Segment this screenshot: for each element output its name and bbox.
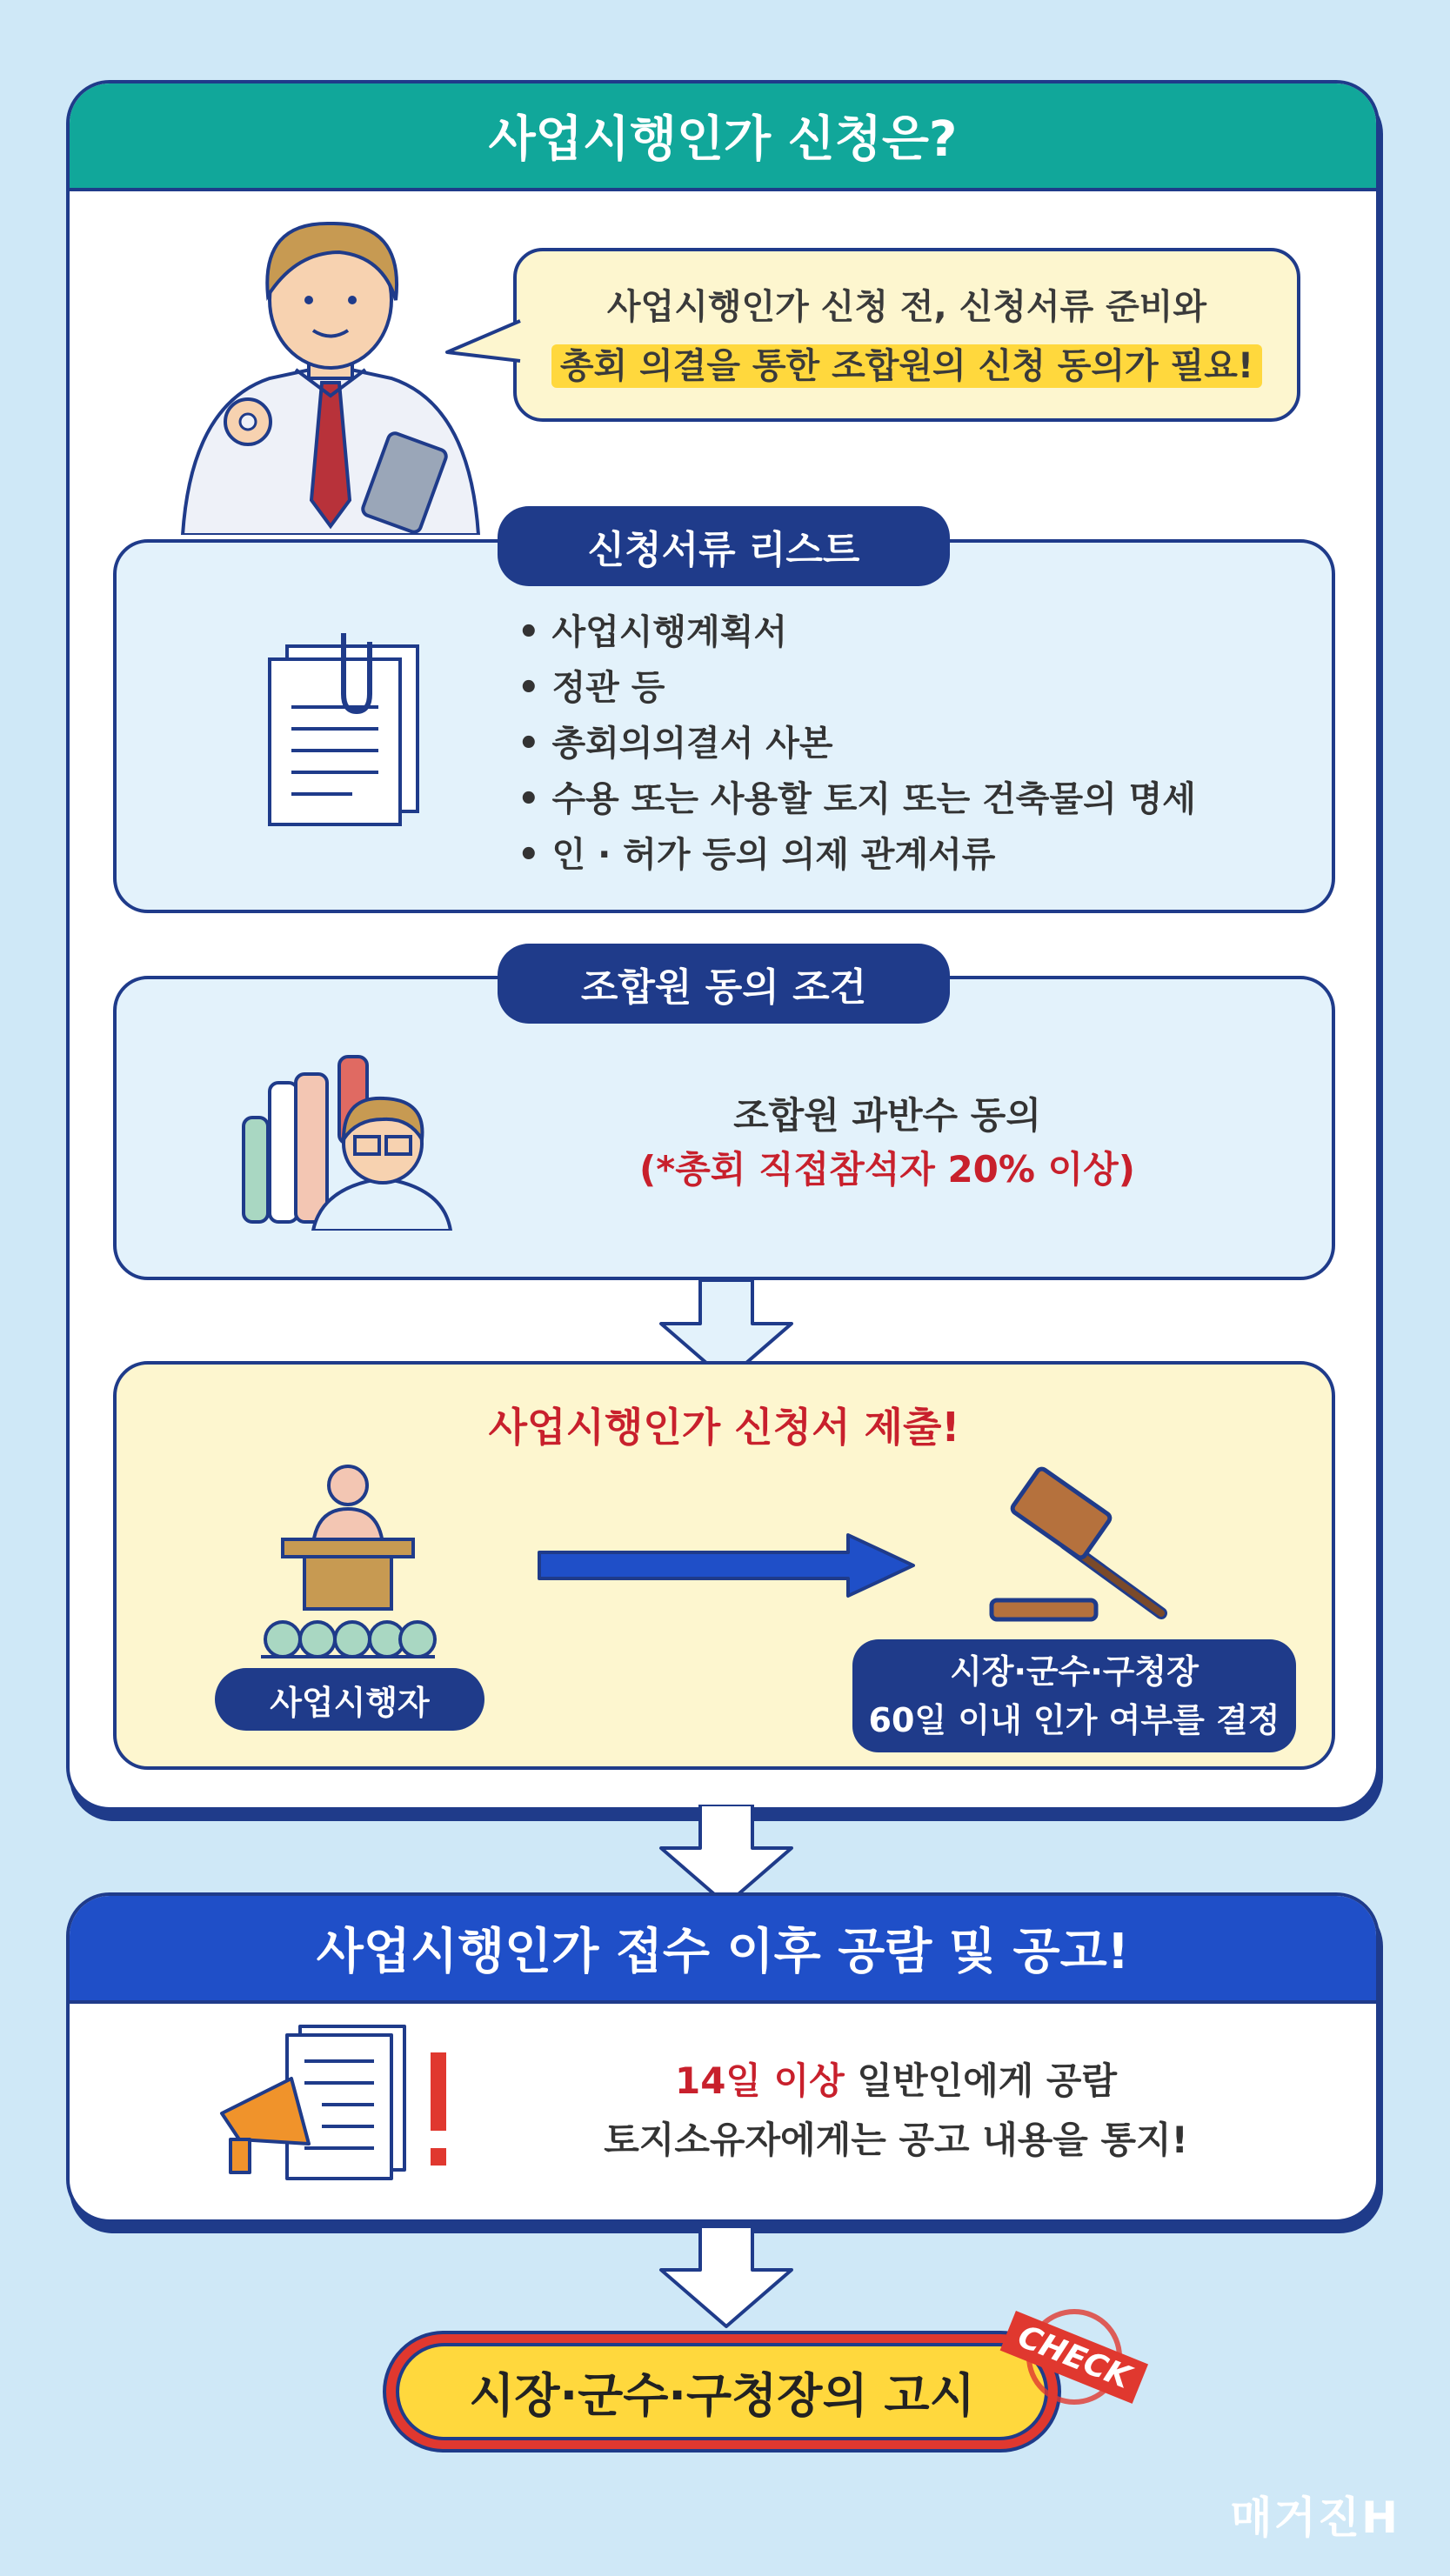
list-item: • 인 · 허가 등의 의제 관계서류: [518, 827, 1196, 883]
announcement-title: [70, 1896, 1376, 2004]
list-item: • 총회의의결서 사본: [518, 716, 1196, 771]
submitter-badge: [215, 1668, 484, 1731]
raised-hands-voter-icon: [235, 1048, 452, 1231]
authority-line-2: 60일 이내 인가 여부를 결정: [868, 1701, 1280, 1739]
announcement-line-1: [487, 2052, 1305, 2105]
authority-line-1: 시장·군수·구청장: [950, 1652, 1199, 1691]
brand-logo: 매거진H: [1230, 2493, 1400, 2543]
podium-speaker-icon: [257, 1461, 439, 1661]
announcement-title-text: 사업시행인가 접수 이후 공람 및 공고!: [316, 1924, 1130, 1980]
submitter-label: 사업시행자: [270, 1683, 430, 1722]
consent-line-2: (*총회 직접참석자 20% 이상): [639, 1148, 1135, 1191]
right-arrow-icon: [535, 1531, 918, 1600]
announcement-highlight: 14일 이상: [674, 2059, 845, 2102]
list-item: • 사업시행계획서: [518, 604, 1196, 660]
official-person-icon: [165, 204, 496, 535]
documents-title-text: 신청서류 리스트: [587, 528, 860, 572]
list-item: • 정관 등: [518, 660, 1196, 716]
speech-line-2: 총회 의결을 통한 조합원의 신청 동의가 필요!: [551, 344, 1262, 388]
submission-title: 사업시행인가 신청서 제출!: [488, 1404, 960, 1451]
consent-line-1: 조합원 과반수 동의: [733, 1094, 1041, 1137]
final-label: 시장·군수·구청장의 고시: [469, 2367, 975, 2423]
speech-bubble: [513, 248, 1300, 422]
section-title-text: 사업시행인가 신청은?: [488, 111, 958, 168]
megaphone-notice-icon: [213, 2018, 474, 2183]
document-clip-icon: [248, 624, 439, 833]
announcement-line-2: 토지소유자에게는 공고 내용을 통지!: [604, 2119, 1188, 2161]
consent-title: [498, 944, 950, 1024]
list-item: • 수용 또는 사용할 토지 또는 건축물의 명세: [518, 771, 1196, 827]
speech-tail: [444, 317, 522, 370]
speech-line-2-wrap: [517, 338, 1297, 388]
down-arrow-icon: [657, 2226, 796, 2331]
check-stamp-text: CHECK: [1000, 2311, 1148, 2404]
authority-badge: [852, 1639, 1296, 1752]
section-title: [70, 83, 1376, 191]
gavel-icon: [983, 1461, 1174, 1626]
speech-line-1: 사업시행인가 신청 전, 신청서류 준비와: [606, 287, 1207, 327]
announcement-line-1-rest: 일반인에게 공람: [844, 2059, 1118, 2102]
documents-list: [518, 604, 1196, 883]
consent-title-text: 조합원 동의 조건: [580, 965, 867, 1010]
documents-title: [498, 506, 950, 586]
final-badge: [396, 2343, 1048, 2440]
